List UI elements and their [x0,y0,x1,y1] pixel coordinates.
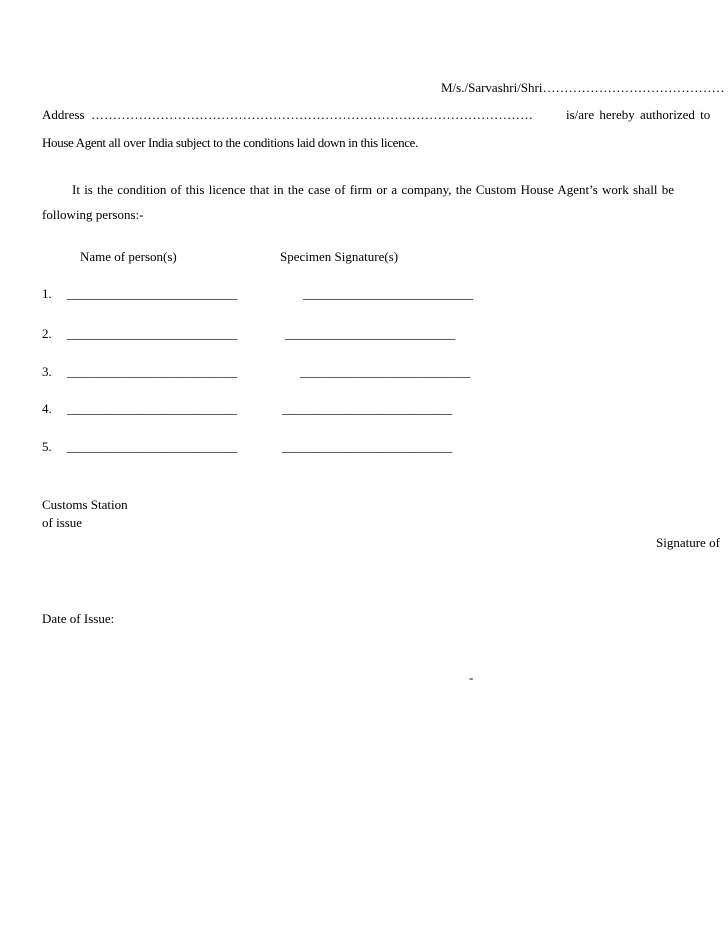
row-number: 2. [42,326,52,341]
authorized-text: is/are hereby authorized to [566,107,711,122]
licence-line: House Agent all over India subject to the conditions laid down in this licence. [42,135,418,150]
name-line: ___________________________ [67,401,238,416]
row-number: 3. [42,364,52,379]
name-column-header: Name of person(s) [80,249,177,264]
customs-station-label: Customs Station [42,497,128,512]
condition-line-1: It is the condition of this licence that in the case of firm or a company, the Custom House Agent’s work shall be [72,182,675,197]
signature-line: ___________________________ [300,364,471,379]
customs-station-label-2: of issue [42,515,83,530]
address-dots: ………………………………………………………………………………………… [91,107,533,122]
row-number: 1. [42,286,52,301]
row-number: 5. [42,439,52,454]
signature-line: ___________________________ [282,401,453,416]
date-of-issue-label: Date of Issue: [42,611,115,626]
condition-line-2: following persons:- [42,207,144,222]
name-line: ___________________________ [67,286,238,301]
signature-column-header: Specimen Signature(s) [280,249,399,264]
header-line: M/s./Sarvashri/Shri…………………………………… [441,80,725,95]
name-line: ___________________________ [67,439,238,454]
footer-dash: - [469,670,474,685]
name-line: ___________________________ [67,364,238,379]
row-number: 4. [42,401,52,416]
address-label: Address [42,107,85,122]
signature-line: ___________________________ [303,286,474,301]
signature-line: ___________________________ [285,326,456,341]
signature-line: ___________________________ [282,439,453,454]
name-line: ___________________________ [67,326,238,341]
signature-label: Signature of [656,535,720,550]
